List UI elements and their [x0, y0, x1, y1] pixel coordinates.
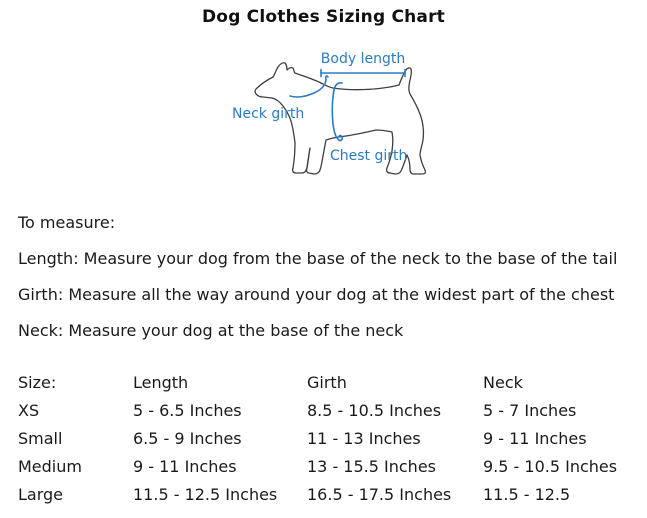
column-header-length: Length: [133, 373, 189, 392]
dog-measurement-diagram: [230, 40, 480, 200]
table-cell-girth: 8.5 - 10.5 Inches: [307, 401, 442, 420]
table-cell-girth: 16.5 - 17.5 Inches: [307, 485, 452, 504]
instructions-heading: To measure:: [18, 213, 116, 232]
table-cell-girth: 11 - 13 Inches: [307, 429, 421, 448]
table-cell-length: 9 - 11 Inches: [133, 457, 237, 476]
table-cell-size: Large: [18, 485, 64, 504]
table-cell-length: 6.5 - 9 Inches: [133, 429, 242, 448]
table-cell-size: XS: [18, 401, 40, 420]
instruction-length: Length: Measure your dog from the base of the neck to the base of the tail: [18, 249, 618, 268]
instruction-neck: Neck: Measure your dog at the base of the neck: [18, 321, 404, 340]
size-table: [18, 369, 647, 509]
measuring-instructions: [18, 205, 647, 349]
table-cell-neck: 9 - 11 Inches: [483, 429, 587, 448]
chest-girth-guide: [332, 83, 342, 141]
table-cell-size: Medium: [18, 457, 82, 476]
column-header-neck: Neck: [483, 373, 523, 392]
neck-girth-guide: [290, 76, 328, 97]
instruction-girth: Girth: Measure all the way around your dog at the widest part of the chest: [18, 285, 615, 304]
table-cell-neck: 11.5 - 12.5: [483, 485, 571, 504]
page-title: Dog Clothes Sizing Chart: [202, 7, 445, 27]
chest-girth-label: Chest girth: [330, 148, 408, 164]
table-cell-neck: 9.5 - 10.5 Inches: [483, 457, 618, 476]
table-cell-girth: 13 - 15.5 Inches: [307, 457, 436, 476]
table-cell-size: Small: [18, 429, 63, 448]
neck-girth-label: Neck girth: [232, 106, 305, 122]
column-header-size: Size:: [18, 373, 57, 392]
table-cell-length: 5 - 6.5 Inches: [133, 401, 242, 420]
table-cell-neck: 5 - 7 Inches: [483, 401, 577, 420]
body-length-label: Body length: [320, 51, 406, 67]
dog-diagram-svg: [230, 40, 480, 200]
column-header-girth: Girth: [307, 373, 347, 392]
table-cell-length: 11.5 - 12.5 Inches: [133, 485, 278, 504]
body-length-guide: [321, 70, 405, 77]
